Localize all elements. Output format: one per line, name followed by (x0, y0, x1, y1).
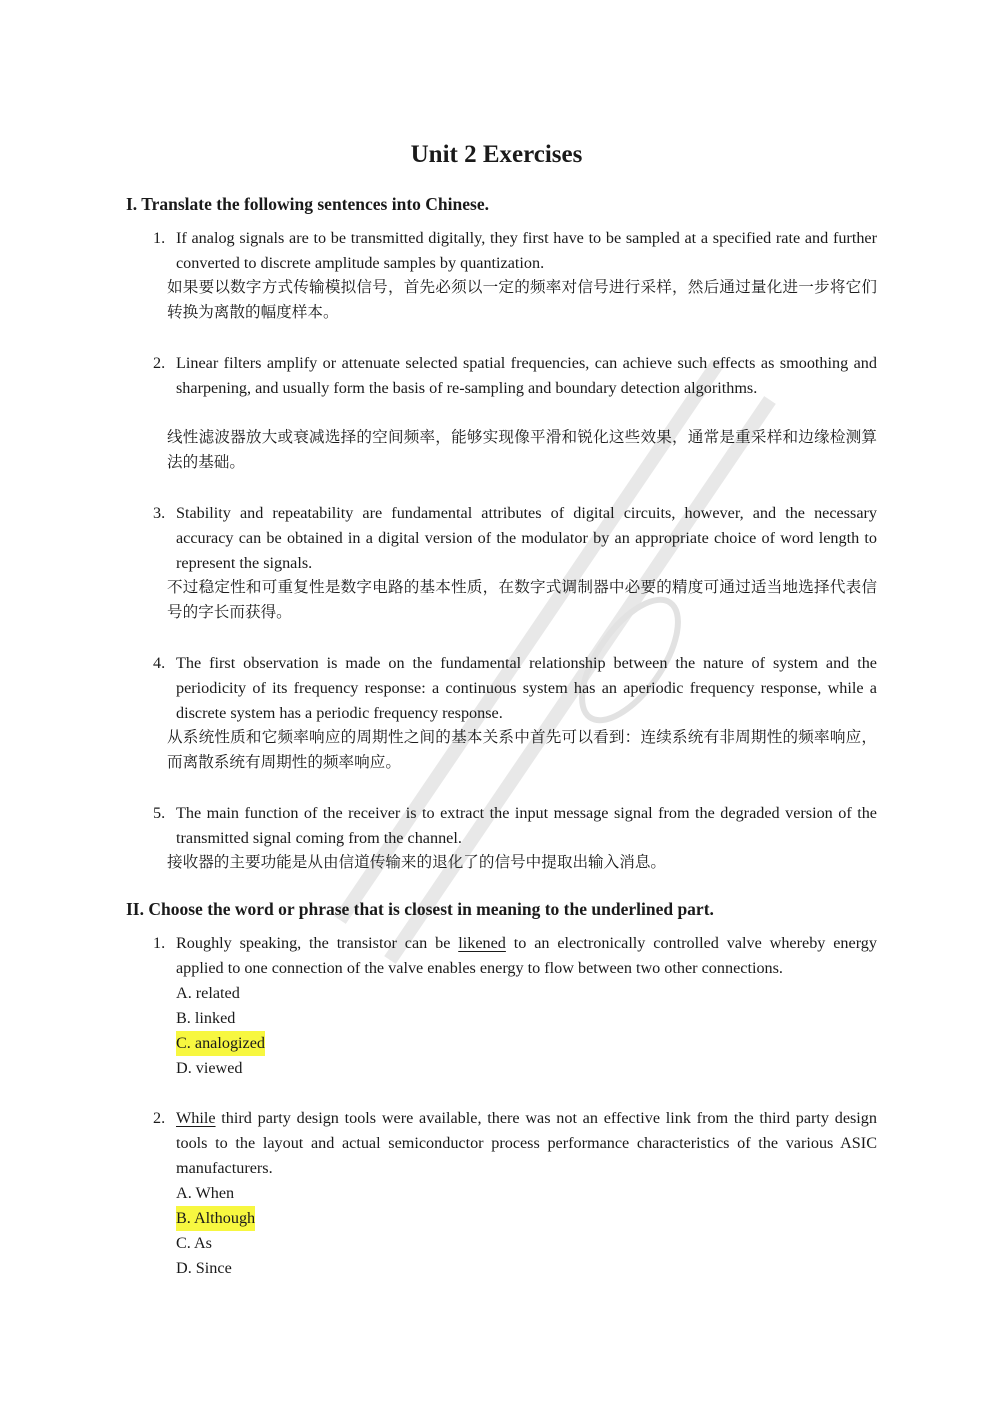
question-text (176, 1106, 877, 1181)
chinese-translation-1: 如果要以数字方式传输模拟信号，首先必须以一定的频率对信号进行采样，然后通过量化进一步将它们转换为离散的幅度样本。 (167, 278, 877, 321)
item-number: 4. (153, 654, 166, 672)
english-sentence: Stability and repeatability are fundamental attributes of digital circuits, however, and the necessary accuracy can be obtained in a digital version of the modulator by an appropriate choice of word length to represent the signals. (176, 504, 877, 572)
underlined-word: While (176, 1109, 216, 1127)
question-text (176, 931, 877, 981)
item-number: 5. (153, 804, 166, 822)
option-a[interactable]: A. related (176, 984, 240, 1002)
question-1 (153, 931, 877, 1081)
english-sentence: If analog signals are to be transmitted digitally, they first have to be sampled at a specified rate and further converted to discrete amplitude samples by quantization. (176, 229, 877, 272)
question-text-post: to an electronically controlled valve whereby energy applied to one connection of the valve enables energy to flow between two other connections. (176, 934, 877, 977)
question-number: 2. (153, 1109, 166, 1127)
item-number: 1. (153, 229, 166, 247)
translation-item-4 (153, 651, 877, 726)
translation-item-5 (153, 801, 877, 851)
page-title: Unit 2 Exercises (410, 141, 583, 168)
question-2 (153, 1106, 877, 1281)
question-text-pre: Roughly speaking, the transistor can be (176, 934, 459, 952)
chinese-translation-3: 不过稳定性和可重复性是数字电路的基本性质，在数字式调制器中必要的精度可通过适当地选择代表信号的字长而获得。 (167, 578, 877, 621)
option-c[interactable]: C. As (176, 1234, 212, 1252)
english-sentence: Linear filters amplify or attenuate selected spatial frequencies, can achieve such effects as smoothing and sharpening, and usually form the basis of re-sampling and boundary detection algorithms. (176, 354, 877, 397)
options-list (176, 981, 877, 1081)
chinese-translation-2: 线性滤波器放大或衰减选择的空间频率，能够实现像平滑和锐化这些效果，通常是重采样和边缘检测算法的基础。 (167, 428, 877, 471)
options-list (176, 1181, 877, 1281)
option-b-highlighted[interactable]: B. Although (176, 1206, 255, 1231)
question-number: 1. (153, 934, 166, 952)
translation-item-2 (153, 351, 877, 401)
underlined-word: likened (458, 934, 506, 952)
chinese-translation-4: 从系统性质和它频率响应的周期性之间的基本关系中首先可以看到：连续系统有非周期性的频率响应，而离散系统有周期性的频率响应。 (167, 728, 877, 771)
option-b[interactable]: B. linked (176, 1009, 236, 1027)
translation-item-3 (153, 501, 877, 576)
option-c-highlighted[interactable]: C. analogized (176, 1031, 265, 1056)
question-text-post: third party design tools were available, there was not an effective link from the third party design tools to the layout and actual semiconductor process performance characteristics of the various ASIC manufacturers. (176, 1109, 877, 1177)
option-d[interactable]: D. viewed (176, 1059, 243, 1077)
chinese-translation-5: 接收器的主要功能是从由信道传输来的退化了的信号中提取出输入消息。 (167, 853, 667, 871)
section-1-heading: I. Translate the following sentences into Chinese. (126, 194, 489, 214)
english-sentence: The first observation is made on the fundamental relationship between the nature of system and the periodicity of its frequency response: a continuous system has an aperiodic frequency response, while a discrete system has a periodic frequency response. (176, 654, 877, 722)
translation-item-1 (153, 226, 877, 276)
option-a[interactable]: A. When (176, 1184, 235, 1202)
option-d[interactable]: D. Since (176, 1259, 232, 1277)
section-2-heading: II. Choose the word or phrase that is closest in meaning to the underlined part. (126, 899, 714, 919)
item-number: 2. (153, 354, 166, 372)
item-number: 3. (153, 504, 166, 522)
english-sentence: The main function of the receiver is to extract the input message signal from the degraded version of the transmitted signal coming from the channel. (176, 804, 877, 847)
